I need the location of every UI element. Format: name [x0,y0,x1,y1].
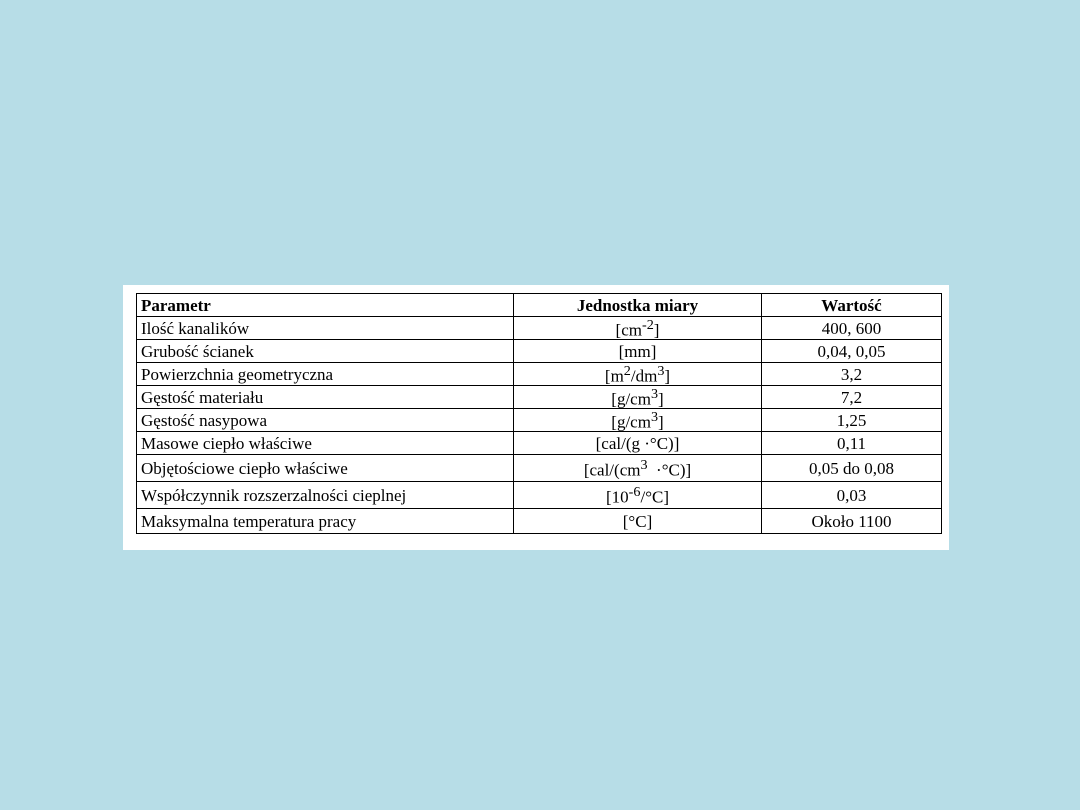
cell-value: 3,2 [762,363,942,386]
header-unit: Jednostka miary [514,294,762,317]
header-param: Parametr [137,294,514,317]
cell-unit: $[g/cm^3]$ [514,409,762,432]
cell-value: 1,25 [762,409,942,432]
cell-value: 0,11 [762,432,942,455]
cell-unit: $[g/cm^3]$ [514,386,762,409]
cell-unit: [mm] [514,340,762,363]
table-row [137,482,942,509]
cell-unit: $[10^{-6}/^\circ C]$ [514,482,762,509]
cell-param: Współczynnik rozszerzalności cieplnej [137,482,514,509]
cell-value: Około 1100 [762,509,942,534]
header-value: Wartość [762,294,942,317]
table-row [137,409,942,432]
cell-unit: $[cm^{-2}]$ [514,317,762,340]
cell-value: 0,05 do 0,08 [762,455,942,482]
table-row [137,432,942,455]
superscript: -2 [641,316,654,333]
cell-unit: $[m^2/dm^3]$ [514,363,762,386]
table-header-row [137,294,942,317]
table-row [137,340,942,363]
parameters-table [136,293,942,534]
cell-param: Ilość kanalików [137,317,514,340]
superscript: -6 [628,483,641,500]
table-row [137,455,942,482]
table-row [137,363,942,386]
cell-param: Objętościowe ciepło właściwe [137,455,514,482]
table-card [123,285,949,550]
cell-param: Powierzchnia geometryczna [137,363,514,386]
table-row [137,317,942,340]
table-row [137,386,942,409]
table-row [137,509,942,534]
cell-unit: [cal/(g ·°C)] [514,432,762,455]
superscript: 2 [623,362,631,379]
cell-param: Maksymalna temperatura pracy [137,509,514,534]
superscript: 3 [640,456,648,473]
cell-unit: [°C] [514,509,762,534]
cell-param: Masowe ciepło właściwe [137,432,514,455]
cell-param: Gęstość materiału [137,386,514,409]
cell-value: 0,03 [762,482,942,509]
superscript: 3 [650,408,659,425]
cell-value: 7,2 [762,386,942,409]
superscript: 3 [650,385,659,402]
cell-param: Gęstość nasypowa [137,409,514,432]
cell-param: Grubość ścianek [137,340,514,363]
cell-value: 0,04, 0,05 [762,340,942,363]
cell-unit: $[cal/(cm^3 \cdot^\circ C)]$ [514,455,762,482]
superscript: 3 [657,362,665,379]
cell-value: 400, 600 [762,317,942,340]
